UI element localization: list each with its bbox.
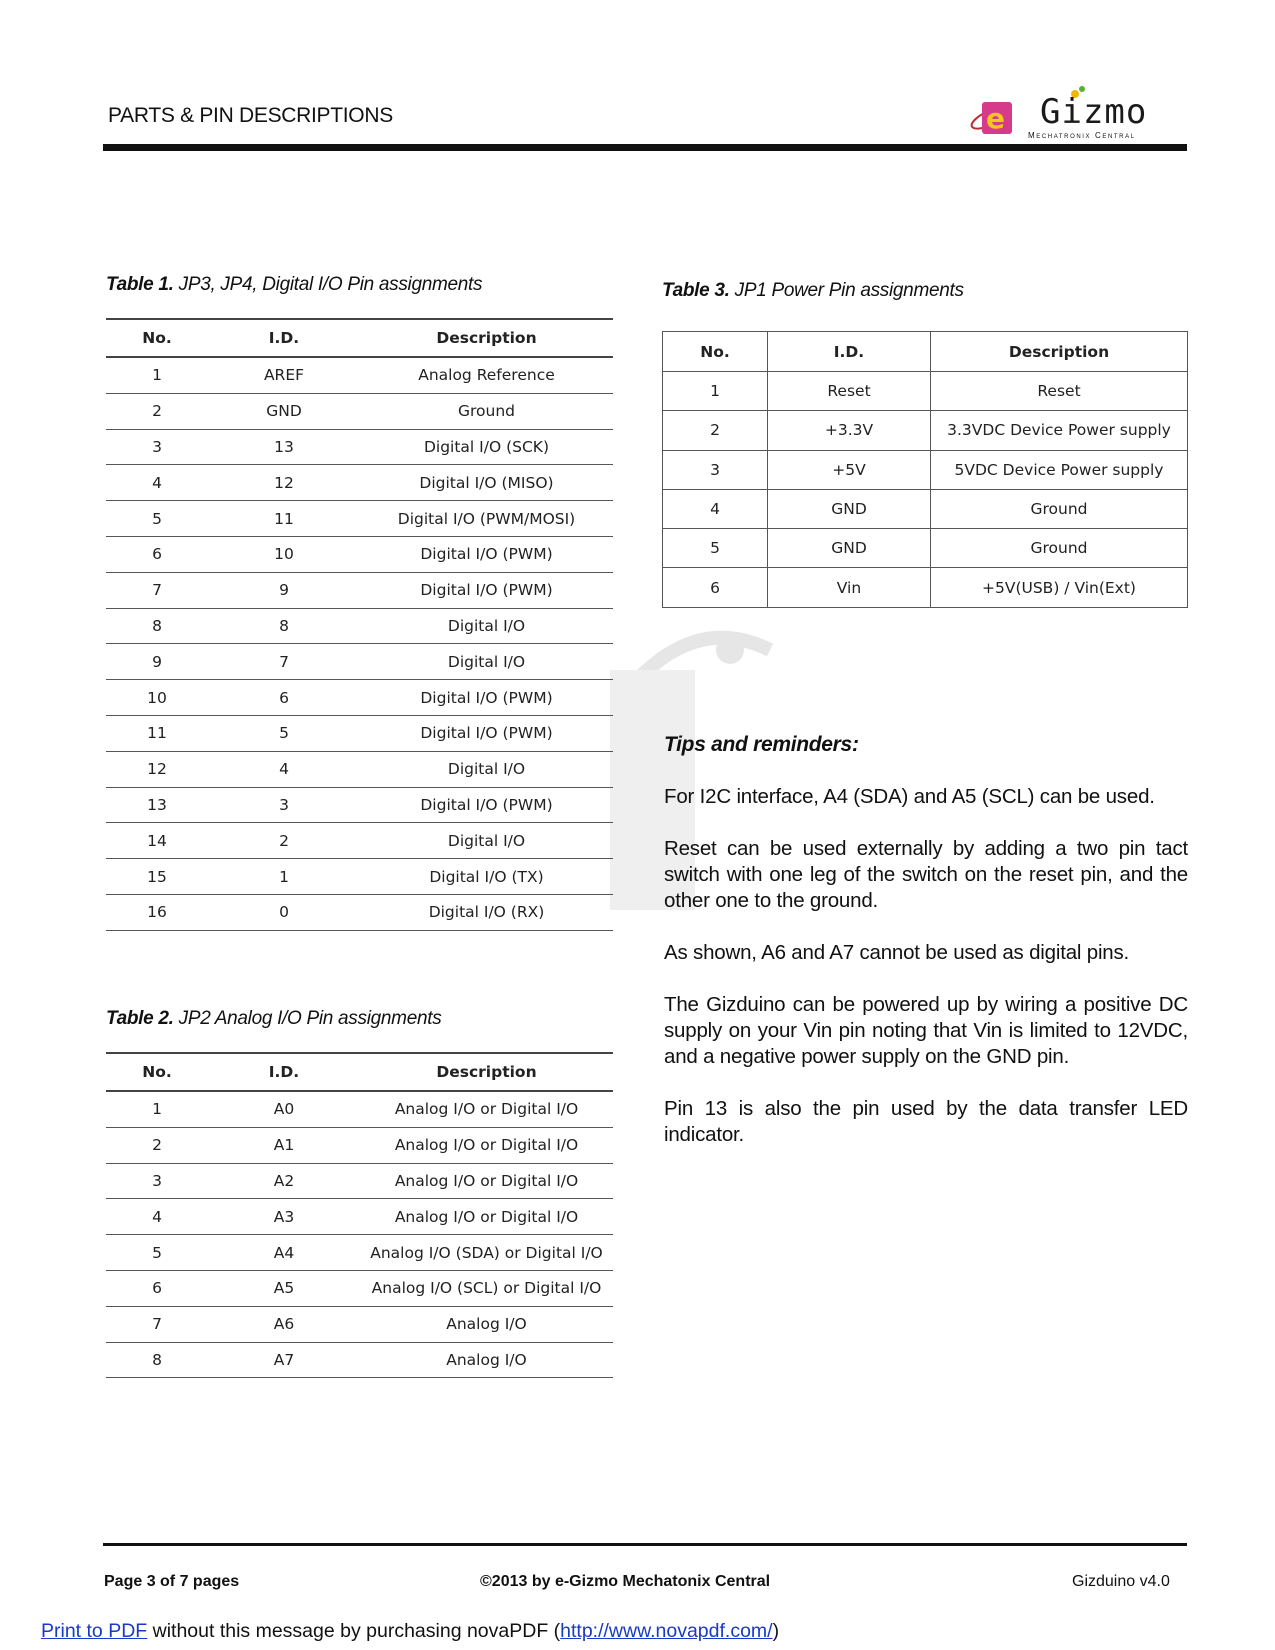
footer-divider: [103, 1543, 1187, 1546]
table-row: [106, 608, 613, 644]
table-row: [106, 465, 613, 501]
table-cell: 1: [106, 1091, 208, 1127]
table-cell: 6: [663, 568, 768, 607]
table-cell: 12: [106, 751, 208, 787]
logo-wordmark: Gizmo: [1040, 92, 1148, 132]
table2-caption: Table 2. JP2 Analog I/O Pin assignments: [106, 1008, 442, 1029]
table-cell: Ground: [931, 489, 1188, 528]
table-cell: Digital I/O: [360, 608, 613, 644]
table-cell: Vin: [768, 568, 931, 607]
table-cell: 8: [106, 608, 208, 644]
table-cell: 4: [106, 465, 208, 501]
tip-paragraph: Reset can be used externally by adding a two pin tact switch with one leg of the switch on the reset pin, and the other one to the ground.: [664, 837, 1188, 912]
table-row: [663, 372, 1188, 411]
table-cell: A7: [208, 1342, 360, 1378]
table-cell: Analog I/O: [360, 1306, 613, 1342]
table-cell: 16: [106, 894, 208, 930]
table-cell: Digital I/O (PWM): [360, 572, 613, 608]
table-cell: 12: [208, 465, 360, 501]
table-cell: 4: [208, 751, 360, 787]
table-cell: 1: [106, 357, 208, 393]
table-row: [106, 1163, 613, 1199]
table-cell: Analog I/O: [360, 1342, 613, 1378]
tips-body: [664, 784, 1188, 1174]
table-cell: 8: [208, 608, 360, 644]
table-cell: 6: [208, 680, 360, 716]
table-row: [106, 1270, 613, 1306]
table-cell: Reset: [931, 372, 1188, 411]
table-row: [106, 393, 613, 429]
table-cell: GND: [768, 529, 931, 568]
table-cell: GND: [208, 393, 360, 429]
table-row: [106, 501, 613, 537]
table-cell: Analog I/O or Digital I/O: [360, 1091, 613, 1127]
table-cell: AREF: [208, 357, 360, 393]
table-row: [106, 715, 613, 751]
table-cell: Digital I/O (PWM): [360, 536, 613, 572]
table-cell: Digital I/O (MISO): [360, 465, 613, 501]
header-divider: [103, 144, 1187, 151]
table-row: [106, 1342, 613, 1378]
tip-paragraph: As shown, A6 and A7 cannot be used as digital pins.: [664, 941, 1130, 964]
table-cell: 6: [106, 536, 208, 572]
table-cell: 2: [208, 823, 360, 859]
table-cell: A1: [208, 1127, 360, 1163]
column-header: No.: [106, 1053, 208, 1091]
table-cell: A2: [208, 1163, 360, 1199]
table3-caption: Table 3. JP1 Power Pin assignments: [662, 280, 964, 301]
table-cell: 4: [106, 1199, 208, 1235]
table-cell: 13: [208, 429, 360, 465]
table-cell: 9: [208, 572, 360, 608]
table-cell: A0: [208, 1091, 360, 1127]
table-cell: 3: [106, 429, 208, 465]
table-cell: Ground: [360, 393, 613, 429]
analog-pin-table: [106, 1052, 613, 1378]
table-row: [106, 1127, 613, 1163]
table-cell: 8: [106, 1342, 208, 1378]
table-cell: Analog I/O or Digital I/O: [360, 1163, 613, 1199]
table-cell: Digital I/O (PWM): [360, 787, 613, 823]
table-row: [106, 536, 613, 572]
column-header: I.D.: [768, 332, 931, 372]
table-cell: 7: [106, 1306, 208, 1342]
novapdf-notice: Print to PDF without this message by purchasing novaPDF (http://www.novapdf.com/): [41, 1620, 780, 1642]
tip-paragraph: For I2C interface, A4 (SDA) and A5 (SCL) can be used.: [664, 785, 1155, 808]
table-row: [106, 1306, 613, 1342]
table-cell: 10: [208, 536, 360, 572]
table-row: [106, 644, 613, 680]
table-cell: Digital I/O (TX): [360, 859, 613, 895]
table-cell: 2: [106, 1127, 208, 1163]
table-cell: 6: [106, 1270, 208, 1306]
page-heading: PARTS & PIN DESCRIPTIONS: [108, 104, 393, 127]
table-cell: 2: [106, 393, 208, 429]
table-header-row: [106, 319, 613, 357]
table-row: [663, 489, 1188, 528]
table-cell: 1: [663, 372, 768, 411]
table-cell: 1: [208, 859, 360, 895]
table-cell: 15: [106, 859, 208, 895]
table-cell: 4: [663, 489, 768, 528]
table-cell: +5V: [768, 450, 931, 489]
table-row: [663, 411, 1188, 450]
table-cell: Analog I/O (SDA) or Digital I/O: [360, 1235, 613, 1271]
table-cell: Digital I/O: [360, 823, 613, 859]
print-to-pdf-link[interactable]: Print to PDF: [41, 1620, 148, 1642]
table-cell: 7: [208, 644, 360, 680]
table-cell: 5: [106, 1235, 208, 1271]
table-cell: +5V(USB) / Vin(Ext): [931, 568, 1188, 607]
tip-paragraph: Pin 13 is also the pin used by the data transfer LED indicator.: [664, 1097, 1188, 1146]
table-cell: Digital I/O (RX): [360, 894, 613, 930]
table-cell: 3: [106, 1163, 208, 1199]
table-cell: 9: [106, 644, 208, 680]
tips-title: Tips and reminders:: [664, 733, 859, 756]
table-cell: GND: [768, 489, 931, 528]
table-header-row: [106, 1053, 613, 1091]
column-header: Description: [360, 319, 613, 357]
table-cell: 5: [663, 529, 768, 568]
table-cell: 3.3VDC Device Power supply: [931, 411, 1188, 450]
table1-caption: Table 1. JP3, JP4, Digital I/O Pin assignments: [106, 274, 483, 295]
table-cell: 11: [106, 715, 208, 751]
table-cell: 5VDC Device Power supply: [931, 450, 1188, 489]
table-cell: Digital I/O (PWM): [360, 680, 613, 716]
table-cell: A5: [208, 1270, 360, 1306]
table-row: [106, 357, 613, 393]
table-cell: Digital I/O (PWM): [360, 715, 613, 751]
table-cell: 14: [106, 823, 208, 859]
column-header: I.D.: [208, 1053, 360, 1091]
table-cell: 0: [208, 894, 360, 930]
logo-e-letter: e: [986, 102, 1005, 135]
power-pin-table: [662, 331, 1188, 608]
table-cell: 2: [663, 411, 768, 450]
tip-paragraph: The Gizduino can be powered up by wiring a positive DC supply on your Vin pin noting that Vin is limited to 12VDC, and a negative power supply on the GND pin.: [664, 993, 1188, 1068]
table-cell: Digital I/O (SCK): [360, 429, 613, 465]
table-cell: Analog I/O (SCL) or Digital I/O: [360, 1270, 613, 1306]
table-cell: Reset: [768, 372, 931, 411]
table-row: [106, 1235, 613, 1271]
table-cell: Analog Reference: [360, 357, 613, 393]
table-row: [106, 751, 613, 787]
table-row: [663, 450, 1188, 489]
table-row: [106, 572, 613, 608]
table-cell: 11: [208, 501, 360, 537]
table-cell: Digital I/O: [360, 644, 613, 680]
table-cell: A3: [208, 1199, 360, 1235]
table-row: [106, 894, 613, 930]
column-header: Description: [360, 1053, 613, 1091]
table-cell: A6: [208, 1306, 360, 1342]
table-row: [106, 429, 613, 465]
page-number: Page 3 of 7 pages: [104, 1573, 240, 1590]
table-row: [106, 1199, 613, 1235]
table-cell: 5: [208, 715, 360, 751]
table-row: [663, 568, 1188, 607]
table-row: [106, 859, 613, 895]
table-cell: 7: [106, 572, 208, 608]
table-row: [106, 1091, 613, 1127]
table-row: [106, 823, 613, 859]
novapdf-url-link[interactable]: http://www.novapdf.com/: [560, 1620, 773, 1642]
table-cell: Analog I/O or Digital I/O: [360, 1199, 613, 1235]
column-header: No.: [663, 332, 768, 372]
copyright: ©2013 by e-Gizmo Mechatonix Central: [480, 1573, 771, 1590]
table-cell: Digital I/O: [360, 751, 613, 787]
table-cell: 3: [208, 787, 360, 823]
table-header-row: [663, 332, 1188, 372]
column-header: Description: [931, 332, 1188, 372]
table-cell: +3.3V: [768, 411, 931, 450]
table-cell: A4: [208, 1235, 360, 1271]
table-cell: Digital I/O (PWM/MOSI): [360, 501, 613, 537]
column-header: No.: [106, 319, 208, 357]
column-header: I.D.: [208, 319, 360, 357]
digital-pin-table: [106, 318, 613, 931]
table-cell: 5: [106, 501, 208, 537]
table-row: [106, 787, 613, 823]
table-cell: 10: [106, 680, 208, 716]
table-cell: Ground: [931, 529, 1188, 568]
table-cell: 13: [106, 787, 208, 823]
table-cell: 3: [663, 450, 768, 489]
table-cell: Analog I/O or Digital I/O: [360, 1127, 613, 1163]
logo-subtitle: Mechatronix Central: [1028, 131, 1136, 140]
table-row: [106, 680, 613, 716]
product-name: Gizduino v4.0: [1072, 1573, 1170, 1590]
table-row: [663, 529, 1188, 568]
